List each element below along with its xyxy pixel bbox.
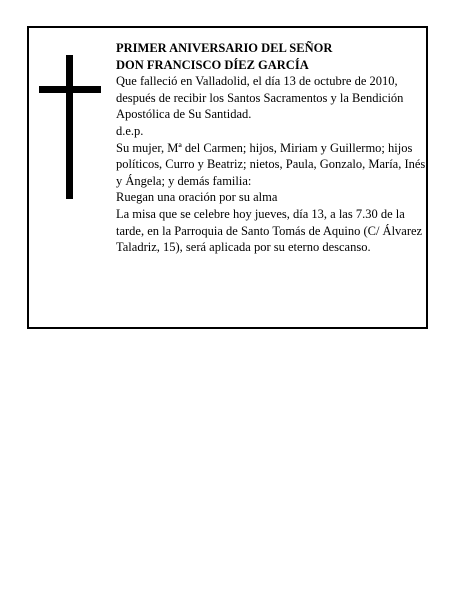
death-info: Que falleció en Valladolid, el día 13 de octubre de 2010, después de recibir los Santos Sacramentos y la Bendición Apostólica de Su Santidad. [116, 74, 404, 122]
cross-horizontal-bar [39, 86, 101, 93]
family-list: Su mujer, Mª del Carmen; hijos, Miriam y Guillermo; hijos políticos, Curro y Beatriz; nietos, Paula, Gonzalo, María, Inés y Ángela; y demás familia: [116, 140, 426, 188]
prayer-request: Ruegan una oración por su alma [116, 190, 278, 205]
notice-text [116, 40, 428, 256]
notice-heading-line2: DON FRANCISCO DÍEZ GARCÍA [116, 57, 309, 72]
notice-heading-line1: PRIMER ANIVERSARIO DEL SEÑOR [116, 41, 333, 55]
rip-text: d.e.p. [116, 123, 144, 138]
cross-icon [39, 55, 101, 199]
mass-info: La misa que se celebre hoy jueves, día 13, a las 7.30 de la tarde, en la Parroquia de Santo Tomás de Aquino (C/ Álvarez Taladriz, 15), será aplicada por su eterno descanso. [116, 206, 423, 255]
cross-vertical-bar [66, 55, 73, 199]
obituary-notice [27, 26, 428, 329]
